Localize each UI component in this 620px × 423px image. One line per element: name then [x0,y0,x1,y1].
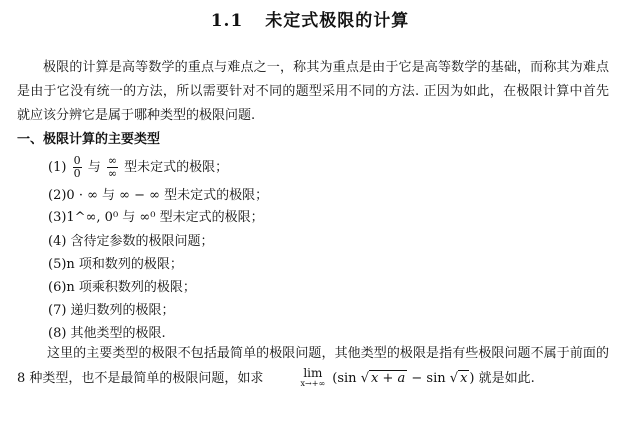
fraction-denominator: ∞ [107,167,118,180]
subsection-heading: 一、极限计算的主要类型 [17,132,161,147]
sqrt-radicand: x + a [371,371,406,386]
list-item: (7) 递归数列的极限； [48,303,175,318]
list-item [48,155,228,180]
fraction-denominator: 0 [73,167,81,180]
closing-text: 这里的主要类型的极限不包括最简单的极限问题，其他类型的极限是指有些极限问题不属于前面的 8 种类型，也不是最简单的极限问题，如求 [17,346,609,386]
intro-paragraph: 极限的计算是高等数学的重点与难点之一，称其为重点是由于它是高等数学的基础，而称其为难点是由于它没有统一的方法，所以需要针对不同的题型采用不同的方法. 正因为如此，在极限计算中首先就应该分辨它是属于哪种类型的极限问题. [17,60,609,123]
list-item: (5)n 项和数列的极限； [48,257,183,272]
fraction-inf-over-inf [107,155,118,180]
item-number: (1) [48,160,67,175]
radical-sign-icon: √ [360,371,369,386]
expr-part: ) [469,371,475,386]
fraction-numerator: ∞ [107,154,118,167]
radical-sign-icon: √ [449,371,459,386]
section-title-text: 未定式极限的计算 [265,11,410,31]
lim-word: lim [303,366,323,380]
list-item: (6)n 项乘积数列的极限； [48,280,196,295]
lim-subscript: x→+∞ [300,379,326,388]
expr-part: − sin [411,371,446,386]
limit-operator [271,366,326,388]
list-item: (2)0 · ∞ 与 ∞ − ∞ 型未定式的极限； [48,188,269,203]
sqrt-radicand: x [460,371,468,386]
expr-part: (sin [332,371,357,386]
closing-text: 就是如此. [478,371,535,386]
item-text: 型未定式的极限； [124,160,229,175]
section-number: 1.1 [210,11,244,31]
item-text: 与 [87,160,101,175]
section-title [0,6,620,31]
fraction-numerator: 0 [73,154,81,167]
list-item: (8) 其他类型的极限. [48,326,166,341]
list-item: (3)1^∞, 0⁰ 与 ∞⁰ 型未定式的极限； [48,210,264,225]
list-item: (4) 含待定参数的极限问题； [48,234,214,249]
closing-paragraph [17,342,609,391]
fraction-zero-over-zero [73,155,82,180]
